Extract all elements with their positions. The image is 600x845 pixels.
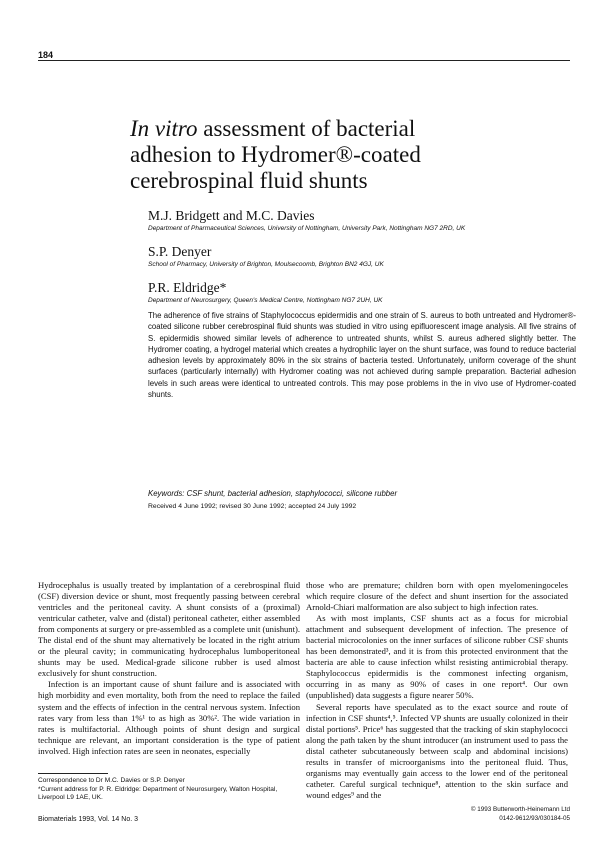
issn-line: 0142-9612/93/030184-05 [499, 814, 570, 822]
keywords: Keywords: CSF shunt, bacterial adhesion, staphylococci, silicone rubber [148, 489, 398, 498]
abstract: The adherence of five strains of Staphylococcus epidermidis and one strain of S. aureus to both untreated and Hydromer®-coated silicone rubber cerebrospinal fluid shunts was studied in vitro using epifluorescent image analysis. All five strains of S. epidermidis showed similar levels of adherence to untreated shunts, whilst S. aureus adhered slightly better. The Hydromer coating, a hydrogel material which creates a hydrophilic layer on the shunt surface, was found to reduce bacterial adhesion levels by approximately 80% in the six strains of bacteria tested. Unfortunately, uniform coverage of the shunt surfaces (particularly internally) with Hydromer coating was not achieved during sample preparation. Bacterial adhesion levels in such areas were identical to untreated controls. This may pose problems in the in vivo use of Hydromer-coated shunts. [148, 311, 576, 400]
footnote [38, 777, 300, 803]
footnote-rule [38, 773, 108, 774]
body-paragraph: those who are premature; children born with open myelomeningoceles which require closure of the defect and shunt insertion for the associated Arnold-Chiari malformation are also subject to high infection rates. [306, 580, 568, 613]
body-paragraph: Infection is an important cause of shunt failure and is associated with high morbidity and even mortality, both from the need to replace the failed system and the effects of infection in the central nervous system. Infection rates vary from less than 1%¹ to as high as 30%². The wide variation in rates is multifactorial. Although points of shunt design and surgical technique are relevant, an important consideration is the type of patient involved. High infection rates are seen in neonates, especially [38, 679, 300, 756]
author-affiliation: Department of Pharmaceutical Sciences, University of Nottingham, University Park, Nottingham NG7 2RD, UK [148, 225, 466, 232]
body-paragraph: Hydrocephalus is usually treated by implantation of a cerebrospinal fluid (CSF) diversion device or shunt, most frequently passing between cerebral ventricles and the peritoneal cavity. A shunt consists of a (proximal) ventricular catheter, valve and (distal) peritoneal catheter, either assembled from components at surgery or pre-assembled as a complete unit (unishunt). The distal end of the shunt may alternatively be located in the right atrium or the pleural cavity; in communicating hydrocephalus lumboperitoneal shunts may be used. Medical-grade silicone rubber is used almost exclusively for shunt construction. [38, 580, 300, 679]
body-paragraph: Several reports have speculated as to the exact source and route of infection in CSF shunts⁴,⁵. Infected VP shunts are usually colonized in their distal portions⁵. Price⁶ has suggested that the tracking of skin staphylococci along the path taken by the shunt introducer (an instrument used to pass the distal catheter subcutaneously between scalp and abdominal incisions) results in transfer of microorganisms into the peritoneal fluid. Thus, organisms may eventually gain access to the lower end of the peritoneal catheter. Careful surgical technique⁸, attention to the skin surface and wound edges⁹ and the [306, 701, 568, 800]
received-dates: Received 4 June 1992; revised 30 June 1992; accepted 24 July 1992 [148, 503, 357, 510]
copyright-notice [471, 806, 570, 823]
title-line2: adhesion to Hydromer®-coated [130, 142, 421, 167]
author-block-2 [148, 244, 578, 269]
author-affiliation: Department of Neurosurgery, Queen's Medical Centre, Nottingham NG7 2UH, UK [148, 297, 383, 304]
correspondence-note: Correspondence to Dr M.C. Davies or S.P. Denyer [38, 777, 185, 784]
title-line3: cerebrospinal fluid shunts [130, 168, 368, 193]
page-number: 184 [38, 50, 54, 60]
copyright-line: © 1993 Butterworth-Heinemann Ltd [470, 806, 570, 813]
author-block-3 [148, 280, 578, 305]
current-address-note: *Current address for P. R. Eldridge: Department of Neurosurgery, Walton Hospital, Liverpool L9 1AE, UK. [38, 785, 278, 802]
author-block-1 [148, 208, 578, 233]
body-column-left [38, 580, 300, 757]
title-line1-rest: assessment of bacterial [197, 116, 416, 141]
article-title [130, 116, 570, 194]
author-name: S.P. Denyer [148, 244, 212, 259]
author-name: M.J. Bridgett and M.C. Davies [148, 208, 315, 223]
journal-citation: Biomaterials 1993, Vol. 14 No. 3 [38, 816, 139, 823]
body-column-right [306, 580, 568, 801]
author-affiliation: School of Pharmacy, University of Brighton, Moulsecoomb, Brighton BN2 4GJ, UK [148, 261, 384, 268]
author-name: P.R. Eldridge* [148, 280, 227, 295]
author-list [148, 208, 578, 316]
header-rule [38, 60, 570, 61]
title-italic-part: In vitro [130, 116, 198, 141]
body-paragraph: As with most implants, CSF shunts act as a focus for microbial attachment and subsequent development of infection. The presence of bacterial microcolonies on the inner surfaces of silicone rubber CSF shunts has been demonstrated³, and it is from this protected environment that the bacteria are able to cause infection whilst resisting antimicrobial therapy. Staphylococcus epidermidis is the commonest infecting organism, occurring in as many as 90% of cases in one report⁴. Our own (unpublished) data suggests a figure nearer 50%. [306, 613, 568, 701]
